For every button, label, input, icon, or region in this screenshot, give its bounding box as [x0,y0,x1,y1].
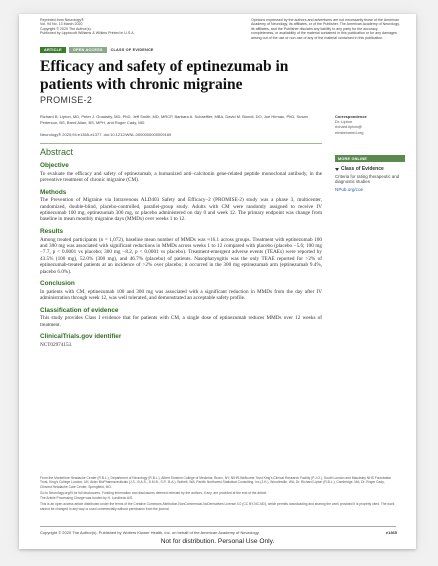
correspondence-name: Dr. Lipton [335,119,353,125]
footer-divider [40,526,396,527]
open-access-tag: OPEN ACCESS [69,47,107,53]
abstract-heading: Abstract [40,147,74,157]
methods-text: The Prevention of Migraine via Intravenous ALD403 Safety and Efficacy–2 (PROMISE-2) study was a phase 3, multicenter, randomized, double-blind, placebo-controlled, parallel-group study. Adults with CM were randomly assigned to receive IV eptinezumab 100 mg, eptinezumab 300 mg, or placebo administered on day 0 and week 12. The primary endpoint was change from baseline in mean monthly migraine days (MMDs) over weeks 1 to 12. [40,197,322,223]
coe-link[interactable]: NPub.org/coe [335,186,364,192]
results-heading: Results [40,228,64,235]
correspondence-box [335,114,405,135]
copyright-line: Copyright © 2020 The Author(s). Published by Wolters Kluwer Health, Inc. on behalf of the American Academy of Neurology. [40,530,260,535]
publication-line: Copyright © 2020 The Author(s) [40,26,91,31]
publication-line: Published by Lippincott Williams & Wilkins Printed in U.S.A. [40,31,135,36]
footnote-license: This is an open access article distributed under the terms of the Creative Commons Attribution-NonCommercial-NoDerivatives License 4.0 (CC BY-NC-ND), which permits downloading and sharing the work provided it is properly cited. The work cannot be changed in any way or used commercially without permission from the journal. [40,502,395,511]
journal-page [19,14,416,549]
citation-line: Neurology® 2020;94:e1365-e1377. doi:10.1212/WNL.0000000000009169 [40,132,172,137]
triangle-down-icon [335,168,339,171]
section-divider [40,143,322,144]
abstract-body [40,162,322,354]
sidebar-text: Criteria for rating therapeutic and diagnostic studies [335,173,400,185]
footnote-funding: The Article Processing Charge was funded by H. Lundbeck A/S. [40,496,134,501]
results-text: Among treated participants (n = 1,072), baseline mean number of MMDs was ≈16.1 across groups. Treatment with eptinezumab 100 and 300 mg was associated with significant reductions in MMDs across weeks 1 to 12 compared with placebo (placebo −5.6; 100 mg −7.7, p < 0.0001 vs placebo; 300 mg −8.2, p < 0.0001 vs placebo). Treatment-emergent adverse events (TEAEs) were reported by 43.5% (100 mg), 52.0% (300 mg), and 46.7% (placebo) of patients. Nasopharyngitis was the only TEAE reported for >2% of eptinezumab-treated patients at an incidence of >2% over placebo; it occurred in the 300 mg eptinezumab arm (eptinezumab 9.4%, placebo 6.0%). [40,236,322,275]
distribution-notice: Not for distribution. Personal Use Only. [160,538,275,545]
classification-text: This study provides Class I evidence that for patients with CM, a single dose of eptinezumab reduces MMDs over 12 weeks of treatment. [40,315,322,328]
author-list: Richard B. Lipton, MD, Peter J. Goadsby, MD, PhD, Jeff Smith, MD, MRCP, Barbara A. Schaeffler, MBA, David M. Biondi, DO, Joe Hirman, PhD, Susan Pederson, BS, Brent Allan, BS, MPH, and Roger Cady, MD [40,114,308,125]
sidebar [335,155,405,192]
publication-info [40,18,200,36]
publication-line: Vol. 94 No. 13 March 2020 [40,22,83,27]
objective-heading: Objective [40,162,69,169]
more-online-bar: MORE ONLINE [335,155,405,162]
disclaimer: Opinions expressed by the authors and advertisers are not necessarily those of the American Academy of Neurology, its affiliates, or of the Publisher. The American Academy of Neurology, its affiliates, and the Publisher disclaim any liability to any party for the accuracy, completeness, or availability of the material contained in this publication or for any damages arising out of the use or non-use of any of the material contained in this publication. [251,18,400,40]
objective-text: To evaluate the efficacy and safety of eptinezumab, a humanized anti–calcitonin gene-related peptide monoclonal antibody, in the preventive treatment of chronic migraine (CM). [40,170,322,183]
footnote-disclosures: Go to Neurology.org/N for full disclosures. Funding information and disclosures deemed relevant by the authors, if any, are provided at the end of the article. [40,490,268,495]
sidebar-heading-label: Class of Evidence [341,166,384,173]
classification-heading: Classification of evidence [40,306,119,314]
article-tags [40,47,158,53]
article-title: Efficacy and safety of eptinezumab in patients with chronic migraine [40,58,289,93]
article-subtitle: PROMISE-2 [40,95,93,105]
trials-heading: ClinicalTrials.gov identifier [40,333,122,341]
footnote-affiliations: From the Montefiore Headache Center (R.B.L.), Department of Neurology (R.B.L.), Albert Einstein College of Medicine, Bronx, NY; NIHR-Wellcome Trust King's Clinical Research Facility (P.J.G.), South London and Maudsley NHS Foundation Trust, King's College London, UK; Alder BioPharmaceuticals (J.S., B.A.S., D.M.B., S.P., B.A.), Bothell, WA; Pacific Northwest Statistical Consulting, Inc (J.H.), Woodinville, WA; Dr. Richard Lipton (R.B.L.), Cambridge, MA; Dr. Roger Cady, Clinvest Headache Care Center, Springfield, MO. [40,476,392,489]
sidebar-heading [335,166,405,172]
correspondence-heading: Correspondence [335,114,367,119]
class-of-evidence-tag: CLASS OF EVIDENCE [110,48,154,53]
conclusion-text: In patients with CM, eptinezumab 100 and 300 mg was associated with a significant reduction in MMDs from the day after IV administration through week 12, was well tolerated, and demonstrated an acceptable safety profile. [40,288,322,302]
correspondence-email[interactable]: richard.lipton@ [335,124,362,130]
methods-heading: Methods [40,188,67,196]
page-number: e1365 [385,530,397,535]
article-tag: ARTICLE [40,47,66,53]
conclusion-heading: Conclusion [40,280,75,288]
correspondence-email-domain[interactable]: einsteinmed.org [335,129,364,135]
publication-line: Reprinted from Neurology® [40,18,84,22]
trials-identifier: NCT02974153. [40,342,73,348]
footnotes [40,476,396,512]
